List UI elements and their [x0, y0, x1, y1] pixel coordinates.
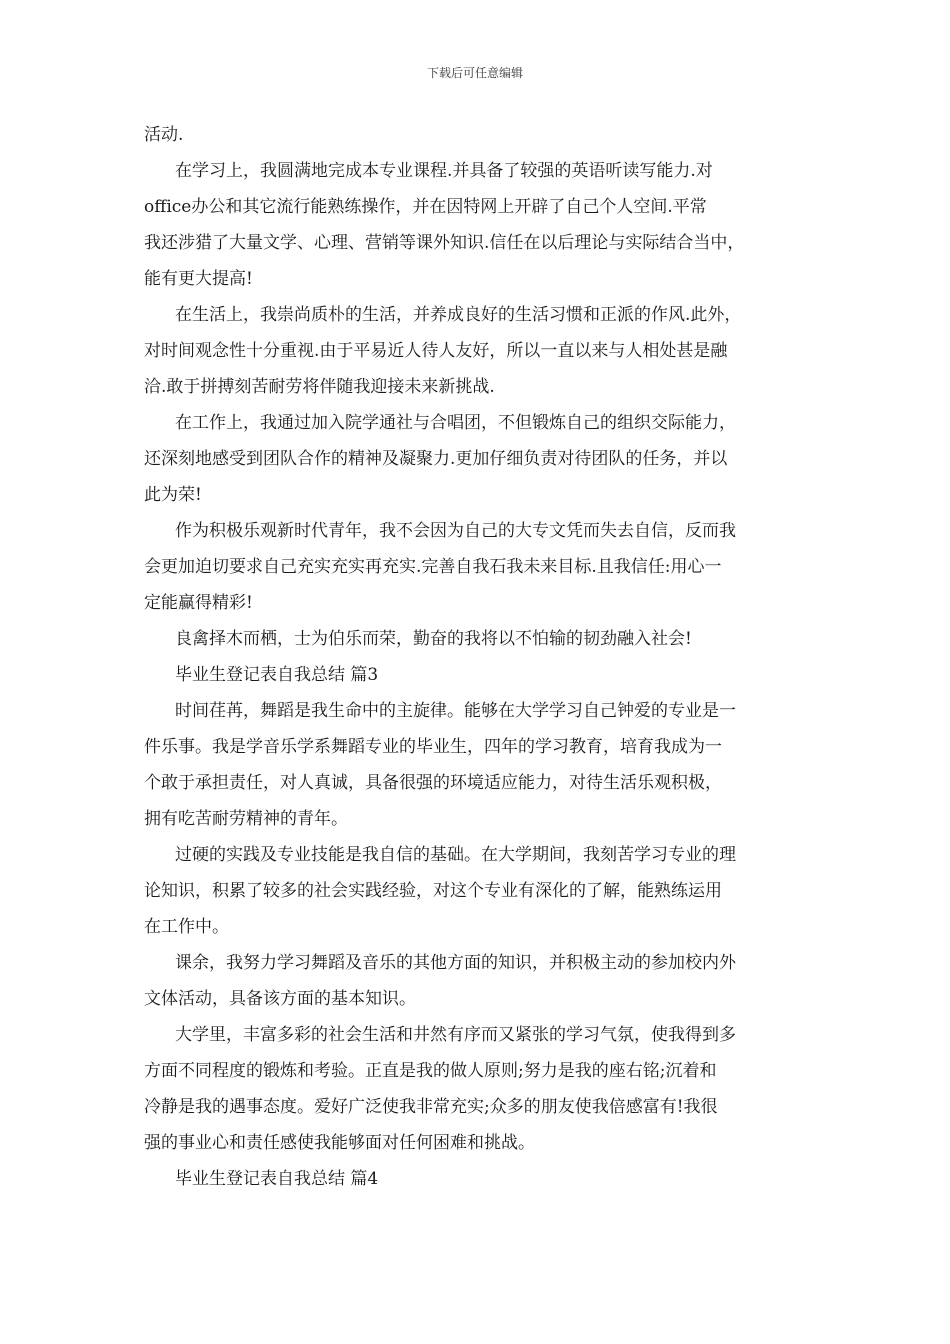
text-line: 方面不同程度的锻炼和考验。正直是我的做人原则;努力是我的座右铭;沉着和 [144, 1061, 717, 1081]
paragraph-start-line: 在工作上，我通过加入院学通社与合唱团，不但锻炼自己的组织交际能力， [175, 413, 736, 433]
text-line: 拥有吃苦耐劳精神的青年。 [144, 809, 348, 829]
text-line: 定能赢得精彩! [144, 593, 253, 613]
paragraph-start-line: 在生活上，我崇尚质朴的生活，并养成良好的生活习惯和正派的作风.此外， [175, 305, 742, 325]
text-line: 论知识，积累了较多的社会实践经验，对这个专业有深化的了解，能熟练运用 [144, 881, 722, 901]
text-line: 冷静是我的遇事态度。爱好广泛使我非常充实;众多的朋友使我倍感富有!我很 [144, 1097, 718, 1117]
paragraph-start-line: 良禽择木而栖，士为伯乐而荣，勤奋的我将以不怕输的韧劲融入社会! [175, 629, 692, 649]
text-line: office办公和其它流行能熟练操作，并在因特网上开辟了自己个人空间.平常 [144, 197, 707, 217]
paragraph-start-line: 课余，我努力学习舞蹈及音乐的其他方面的知识，并积极主动的参加校内外 [175, 953, 736, 973]
page-header: 下载后可任意编辑 [426, 66, 523, 80]
section-heading-3: 毕业生登记表自我总结 篇3 [175, 665, 379, 685]
text-line: 我还涉猎了大量文学、心理、营销等课外知识.信任在以后理论与实际结合当中， [144, 233, 745, 253]
text-line: 件乐事。我是学音乐学系舞蹈专业的毕业生，四年的学习教育，培育我成为一 [144, 737, 722, 757]
text-line: 还深刻地感受到团队合作的精神及凝聚力.更加仔细负责对待团队的任务，并以 [144, 449, 728, 469]
text-line: 个敢于承担责任，对人真诚，具备很强的环境适应能力，对待生活乐观积极， [144, 773, 722, 793]
paragraph-start-line: 大学里，丰富多彩的社会生活和井然有序而又紧张的学习气氛，使我得到多 [175, 1025, 736, 1045]
paragraph-start-line: 时间荏苒，舞蹈是我生命中的主旋律。能够在大学学习自己钟爱的专业是一 [175, 701, 736, 721]
paragraph-start-line: 作为积极乐观新时代青年，我不会因为自己的大专文凭而失去自信，反而我 [175, 521, 736, 541]
text-line: 能有更大提高! [144, 269, 253, 289]
document-body [144, 117, 809, 1197]
section-heading-4: 毕业生登记表自我总结 篇4 [175, 1169, 379, 1189]
paragraph-start-line: 在学习上，我圆满地完成本专业课程.并具备了较强的英语听读写能力.对 [175, 161, 713, 181]
paragraph-start-line: 过硬的实践及专业技能是我自信的基础。在大学期间，我刻苦学习专业的理 [175, 845, 736, 865]
text-line: 此为荣! [144, 485, 202, 505]
text-line: 会更加迫切要求自己充实充实再充实.完善自我石我未来目标.且我信任:用心一 [144, 557, 722, 577]
text-line: 对时间观念性十分重视.由于平易近人待人友好，所以一直以来与人相处甚是融 [144, 341, 728, 361]
text-line: 洽.敢于拼搏刻苦耐劳将伴随我迎接未来新挑战. [144, 377, 495, 397]
text-line: 文体活动，具备该方面的基本知识。 [144, 989, 416, 1009]
text-line: 在工作中。 [144, 917, 229, 937]
text-line: 强的事业心和责任感使我能够面对任何困难和挑战。 [144, 1133, 535, 1153]
text-line: 活动. [144, 125, 184, 145]
